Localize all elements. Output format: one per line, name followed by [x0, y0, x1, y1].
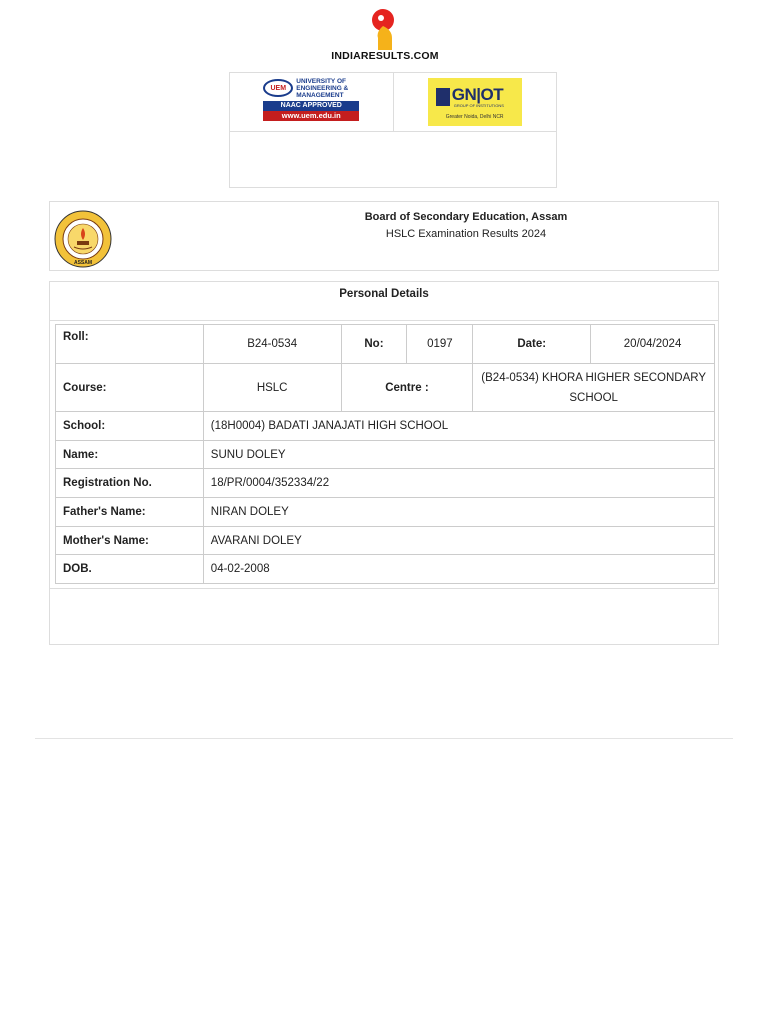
mother-name-label: Mother's Name:: [56, 526, 204, 555]
site-brand: INDIARESULTS.COM: [331, 50, 439, 62]
registration-value: 18/PR/0004/352334/22: [203, 469, 714, 498]
personal-details-title: Personal Details: [339, 288, 429, 300]
table-row: [56, 364, 715, 412]
no-label: No:: [341, 325, 407, 364]
indiaresults-logo-icon: [370, 8, 400, 50]
no-value: 0197: [407, 325, 473, 364]
personal-details-panel: [49, 281, 719, 645]
personal-details-table: [55, 324, 715, 584]
gniot-ad[interactable]: [428, 78, 522, 126]
gniot-location: Greater Noida, Delhi NCR: [445, 114, 504, 120]
course-value: HSLC: [203, 364, 341, 412]
gniot-emblem-icon: [436, 88, 450, 106]
ad-uem-cell[interactable]: [230, 73, 393, 131]
uem-name-line1: UNIVERSITY OF: [296, 77, 346, 85]
board-title: Board of Secondary Education, Assam: [364, 211, 568, 223]
ad-banner: [229, 72, 557, 188]
uem-logo: UEM: [263, 79, 293, 97]
site-logo[interactable]: [330, 8, 440, 66]
table-row: [56, 440, 715, 469]
school-label: School:: [56, 412, 204, 441]
divider: [50, 588, 718, 589]
roll-label: Roll:: [56, 325, 204, 364]
uem-ad[interactable]: [263, 78, 359, 126]
mother-name-value: AVARANI DOLEY: [203, 526, 714, 555]
centre-value: (B24-0534) KHORA HIGHER SECONDARY SCHOOL: [473, 364, 715, 412]
gniot-name: GN|OT: [451, 85, 504, 104]
father-name-label: Father's Name:: [56, 498, 204, 527]
registration-label: Registration No.: [56, 469, 204, 498]
uem-naac-badge: NAAC APPROVED: [263, 101, 359, 111]
table-row: [56, 526, 715, 555]
dob-label: DOB.: [56, 555, 204, 584]
seal-text: ASSAM: [73, 260, 93, 266]
dob-value: 04-02-2008: [203, 555, 714, 584]
page-divider: [35, 738, 733, 739]
board-header: [49, 201, 719, 271]
gniot-subtitle: GROUP OF INSTITUTIONS: [453, 103, 504, 108]
ad-gniot-cell[interactable]: [393, 73, 557, 131]
name-label: Name:: [56, 440, 204, 469]
table-row: [56, 412, 715, 441]
centre-label: Centre :: [341, 364, 473, 412]
date-value: 20/04/2024: [591, 325, 715, 364]
table-row: [56, 325, 715, 364]
uem-name: [296, 78, 348, 99]
uem-name-line3: MANAGEMENT: [296, 91, 344, 99]
date-label: Date:: [473, 325, 591, 364]
uem-name-line2: ENGINEERING &: [296, 84, 349, 92]
table-row: [56, 498, 715, 527]
uem-url: www.uem.edu.in: [263, 111, 359, 121]
table-row: [56, 469, 715, 498]
school-value: (18H0004) BADATI JANAJATI HIGH SCHOOL: [203, 412, 714, 441]
name-value: SUNU DOLEY: [203, 440, 714, 469]
roll-value: B24-0534: [203, 325, 341, 364]
table-row: [56, 555, 715, 584]
course-label: Course:: [56, 364, 204, 412]
divider: [50, 320, 718, 321]
exam-title: HSLC Examination Results 2024: [385, 228, 547, 240]
father-name-value: NIRAN DOLEY: [203, 498, 714, 527]
